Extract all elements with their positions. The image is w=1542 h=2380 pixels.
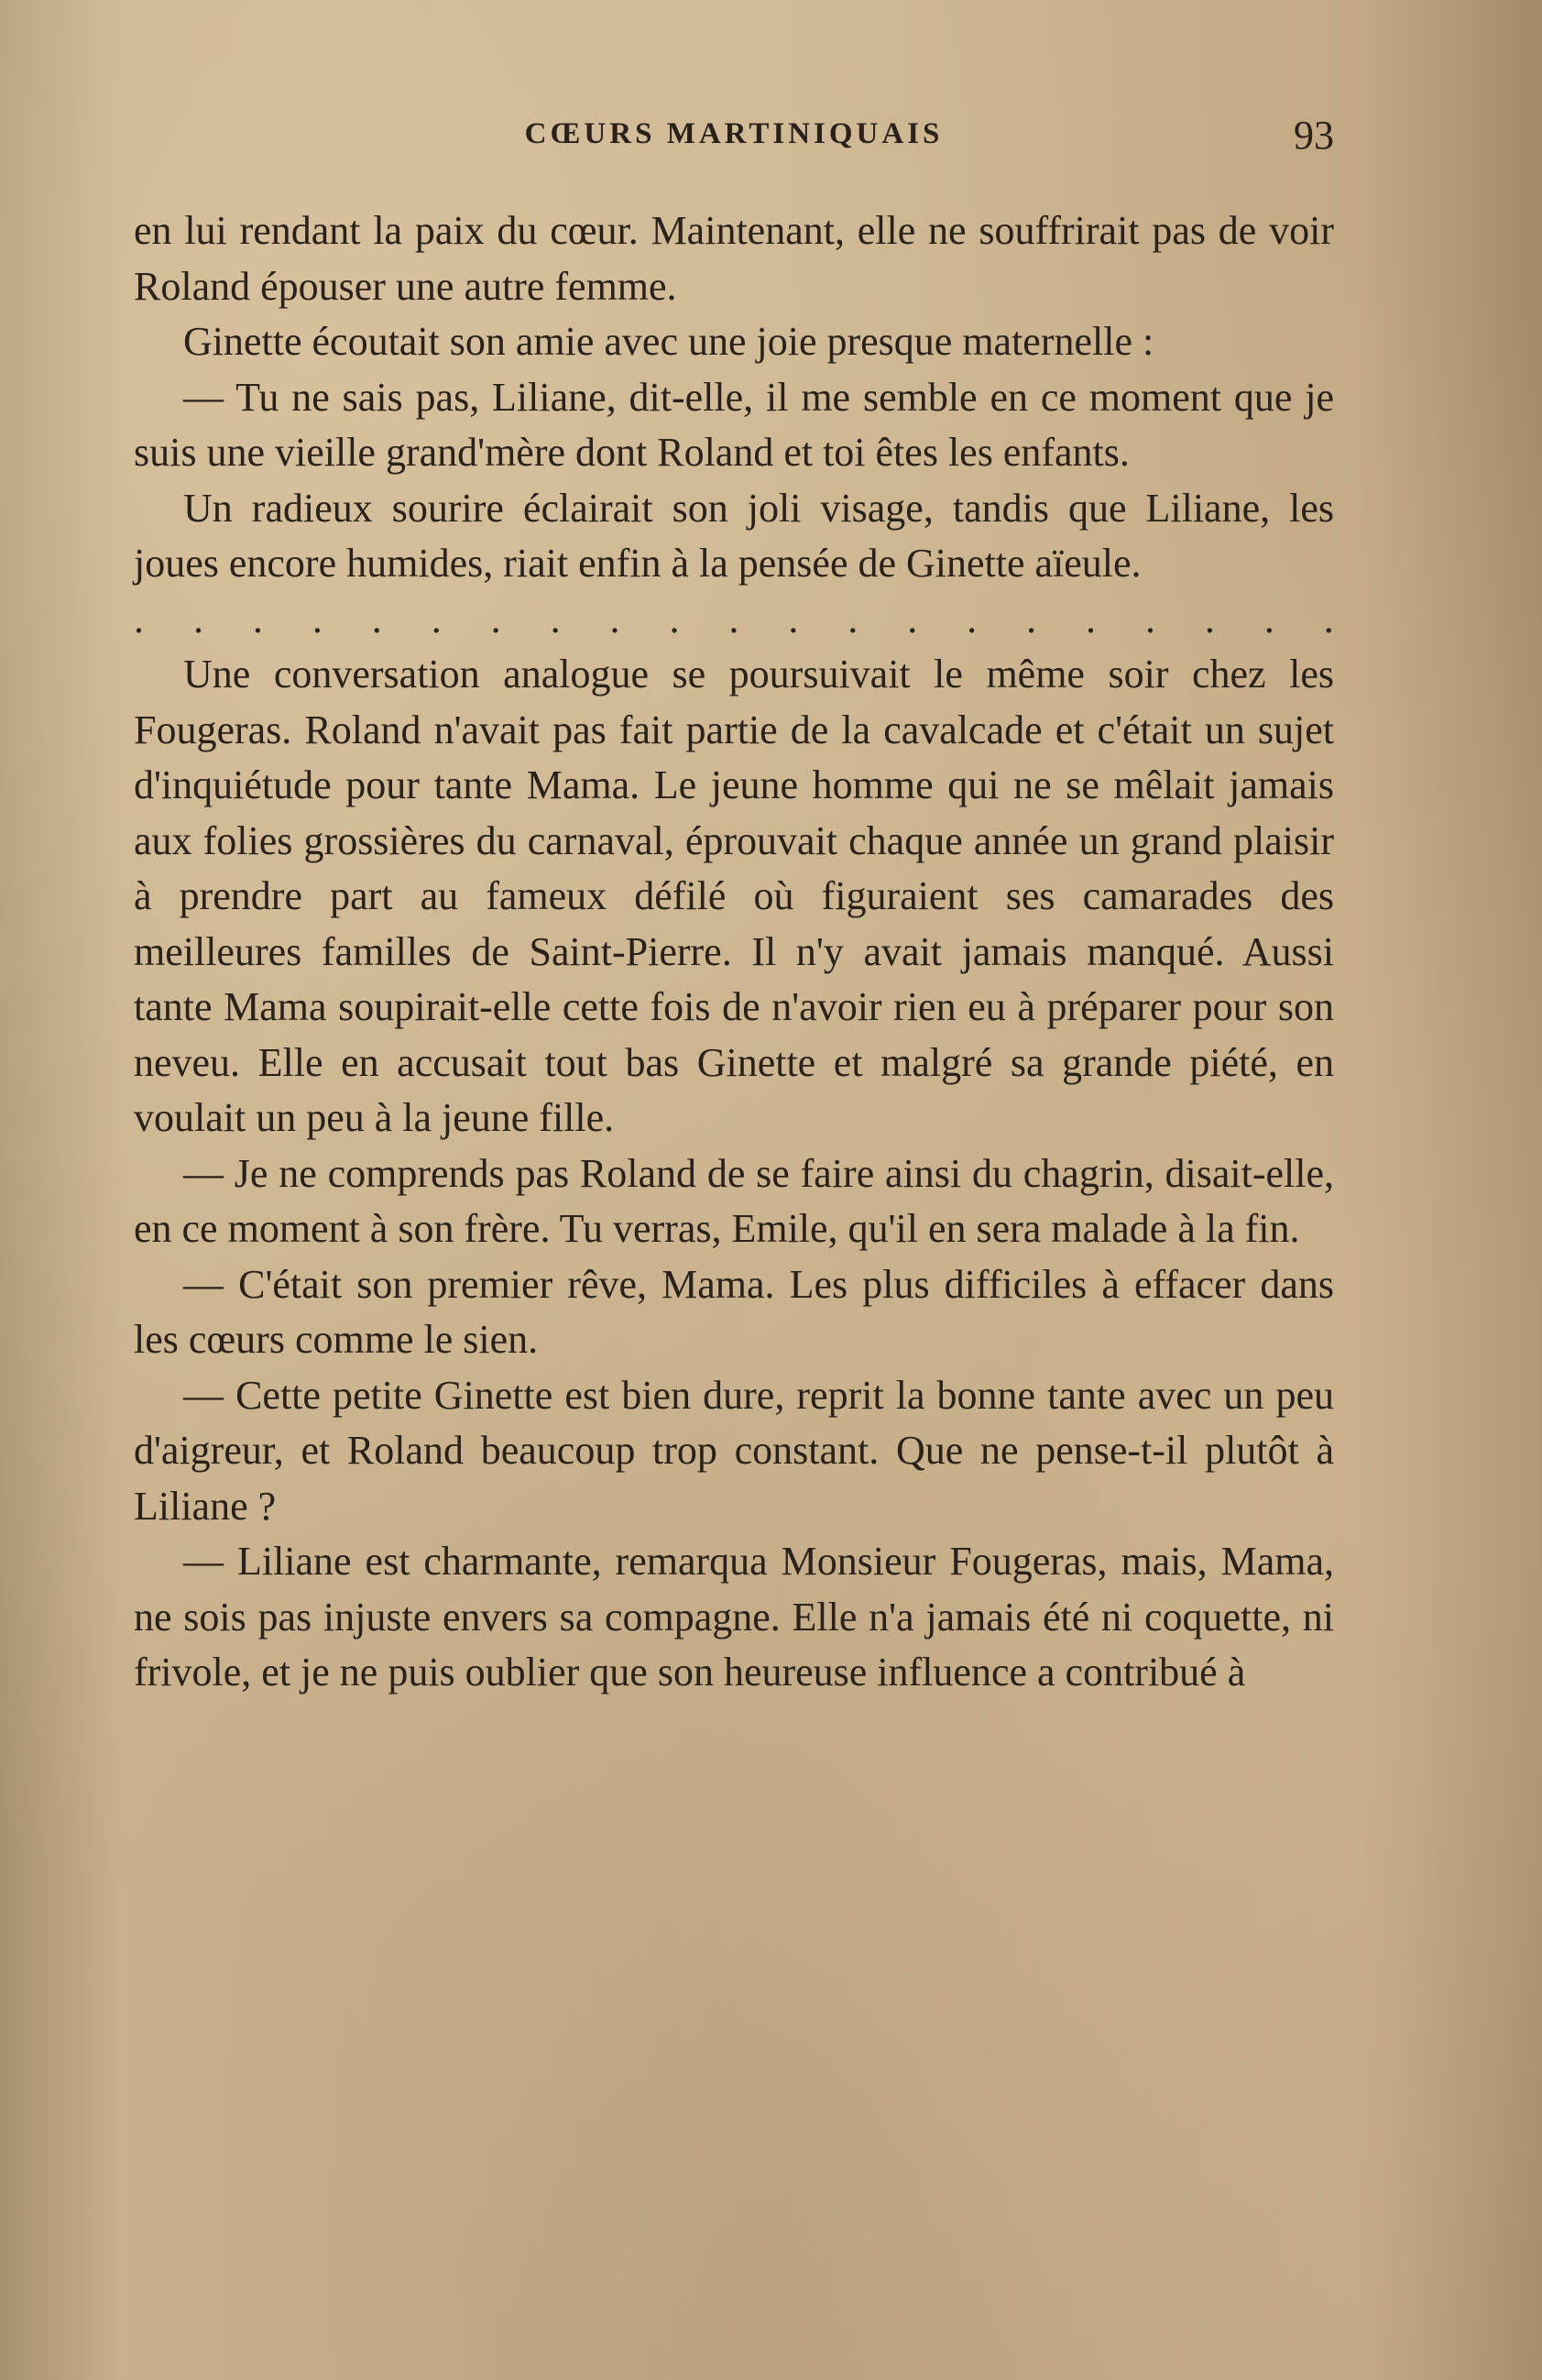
paragraph: Une conversation analogue se poursuivait le même soir chez les Fougeras. Roland n'avait pas fait partie de la cavalcade et c'était un sujet d'inquiétude pour tante Mama. Le jeune homme qui ne se mêlait jamais aux folies grossières du carnaval, éprouvait chaque année un grand plaisir à prendre part au fameux défilé où figuraient ses camarades des meilleures familles de Saint-Pierre. Il n'y avait jamais manqué. Aussi tante Mama soupirait-elle cette fois de n'avoir rien eu à préparer pour son neveu. Elle en accusait tout bas Ginette et malgré sa grande piété, en voulait un peu à la jeune fille.	[134, 652, 1334, 1140]
separator-dot: .	[967, 596, 978, 642]
body-text	[134, 203, 1334, 1701]
running-title: CŒURS MARTINIQUAIS	[524, 117, 944, 150]
separator-dot: .	[1204, 596, 1215, 642]
separator-dot: .	[550, 596, 561, 642]
separator-dot: .	[312, 596, 323, 642]
separator-dot: .	[134, 596, 144, 642]
separator-dot: .	[907, 596, 918, 642]
separator-dot: .	[1323, 596, 1334, 642]
paragraph: Un radieux sourire éclairait son joli visage, tandis que Liliane, les joues encore humides, riait enfin à la pensée de Ginette aïeule.	[134, 485, 1334, 586]
page-number: 93	[1294, 113, 1334, 158]
section-separator	[134, 592, 1334, 648]
paragraph: — Liliane est charmante, remarqua Monsieur Fougeras, mais, Mama, ne sois pas injuste envers sa compagne. Elle n'a jamais été ni coquette, ni frivole, et je ne puis oublier que son heureuse influence a contribué à	[134, 1539, 1334, 1695]
separator-dot: .	[609, 596, 620, 642]
separator-dot: .	[728, 596, 739, 642]
separator-dot: .	[848, 596, 858, 642]
separator-dot: .	[371, 596, 382, 642]
paragraph: en lui rendant la paix du cœur. Maintenant, elle ne souffrirait pas de voir Roland épouser une autre femme.	[134, 208, 1334, 309]
paragraph: — Je ne comprends pas Roland de se faire ainsi du chagrin, disait-elle, en ce moment à son frère. Tu verras, Emile, qu'il en sera malade à la fin.	[134, 1150, 1334, 1251]
paragraph: — C'était son premier rêve, Mama. Les plus difficiles à effacer dans les cœurs comme le sien.	[134, 1261, 1334, 1362]
separator-dot: .	[669, 596, 680, 642]
separator-dot: .	[192, 596, 203, 642]
paragraph: Ginette écoutait son amie avec une joie presque maternelle :	[183, 319, 1154, 364]
separator-dot: .	[1086, 596, 1096, 642]
running-head	[134, 112, 1334, 163]
paragraph: — Cette petite Ginette est bien dure, reprit la bonne tante avec un peu d'aigreur, et Roland beaucoup trop constant. Que ne pense-t-il plutôt à Liliane ?	[134, 1372, 1334, 1529]
separator-dot: .	[1144, 596, 1155, 642]
separator-dot: .	[431, 596, 442, 642]
separator-dot: .	[490, 596, 501, 642]
separator-dot: .	[788, 596, 799, 642]
paragraph: — Tu ne sais pas, Liliane, dit-elle, il me semble en ce moment que je suis une vieille grand'mère dont Roland et toi êtes les enfants.	[134, 374, 1334, 475]
separator-dot: .	[252, 596, 263, 642]
separator-dot: .	[1263, 596, 1274, 642]
separator-dot: .	[1026, 596, 1037, 642]
